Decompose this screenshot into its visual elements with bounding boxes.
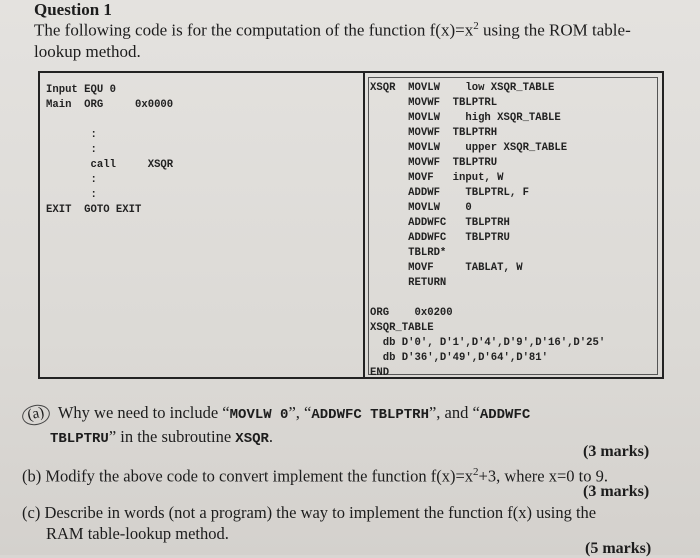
part-b-superscript: 2 [473, 466, 479, 478]
part-a-code-1: MOVLW 0 [229, 407, 289, 423]
subroutine-code-line: ADDWFC TBLPTRU [370, 232, 510, 244]
main-code-line: : [46, 174, 97, 186]
main-code-line: : [46, 129, 97, 141]
intro-text-2: using the ROM table- [478, 20, 631, 40]
part-a-code-5: XSQR [235, 431, 269, 447]
subroutine-code-line: END [370, 367, 390, 379]
subroutine-code-line: MOVWF TBLPTRL [370, 97, 498, 109]
subroutine-code-line: RETURN [370, 277, 447, 289]
subroutine-code-line: MOVLW upper XSQR_TABLE [370, 142, 568, 154]
part-a-text-2: ”, “ [288, 403, 312, 422]
subroutine-code-line: db D'36',D'49',D'64',D'81' [370, 352, 549, 364]
question-title: Question 1 [34, 0, 112, 19]
part-a-code-2: ADDWFC TBLPTRH [311, 407, 429, 423]
subroutine-code-line: TBLRD* [370, 247, 447, 259]
part-c-text-1: (c) Describe in words (not a program) the way to implement the function f(x) using the [22, 503, 597, 522]
main-code-line: : [46, 144, 97, 156]
part-b-marks: (3 marks) [583, 483, 650, 500]
subroutine-code-line [370, 291, 605, 306]
part-a-text-1: Why we need to include “ [54, 403, 230, 422]
main-code-line: Input EQU 0 [46, 84, 116, 96]
part-a-code-3: ADDWFC [479, 407, 531, 423]
subroutine-code-line: MOVLW 0 [370, 202, 472, 214]
part-c-question [22, 502, 596, 523]
main-code-line: : [46, 189, 97, 201]
part-c-text-2: RAM table-lookup method. [46, 524, 229, 543]
subroutine-code-line: db D'0', D'1',D'4',D'9',D'16',D'25' [370, 337, 606, 349]
main-program-code [46, 83, 173, 218]
main-code-line: EXIT GOTO EXIT [46, 204, 142, 216]
part-c-question-line2 [46, 523, 229, 544]
subroutine-code-line: ORG 0x0200 [370, 307, 453, 319]
subroutine-code [370, 81, 605, 381]
code-divider [363, 73, 365, 377]
subroutine-code-line: MOVLW high XSQR_TABLE [370, 112, 561, 124]
part-a-code-4: TBLPTRU [50, 431, 109, 447]
part-a-label: (a) [20, 402, 52, 427]
intro-text-1: The following code is for the computation of the function f(x)=x [34, 20, 474, 40]
part-a-text-3: ”, and “ [428, 403, 480, 422]
part-c-marks: (5 marks) [585, 540, 652, 557]
part-a-question-line2 [50, 426, 273, 450]
intro-text-3: lookup method. [34, 41, 141, 61]
subroutine-code-line: XSQR MOVLW low XSQR_TABLE [370, 82, 555, 94]
subroutine-code-line: MOVF TABLAT, W [370, 262, 523, 274]
subroutine-code-line: MOVF input, W [370, 172, 504, 184]
subroutine-code-line: ADDWFC TBLPTRH [370, 217, 510, 229]
part-b-question [22, 462, 608, 487]
part-a-text-4: ” in the subroutine [108, 427, 236, 446]
subroutine-code-line: ADDWF TBLPTRL, F [370, 187, 529, 199]
subroutine-code-line: XSQR_TABLE [370, 322, 434, 334]
part-a-marks: (3 marks) [583, 443, 650, 460]
main-code-line: Main ORG 0x0000 [46, 99, 174, 111]
part-b-text-1: (b) Modify the above code to convert implement the function f(x)=x [22, 466, 474, 486]
part-b-text-2: +3, where x=0 to 9. [478, 466, 609, 486]
part-a-text-5: . [268, 427, 274, 446]
main-code-line [46, 113, 173, 128]
intro-superscript: 2 [473, 20, 479, 32]
subroutine-code-line: MOVWF TBLPTRH [370, 127, 498, 139]
main-code-line: call XSQR [46, 159, 174, 171]
part-a-question [22, 402, 672, 426]
subroutine-code-line: MOVWF TBLPTRU [370, 157, 498, 169]
question-intro [34, 16, 664, 62]
code-table [38, 71, 664, 379]
